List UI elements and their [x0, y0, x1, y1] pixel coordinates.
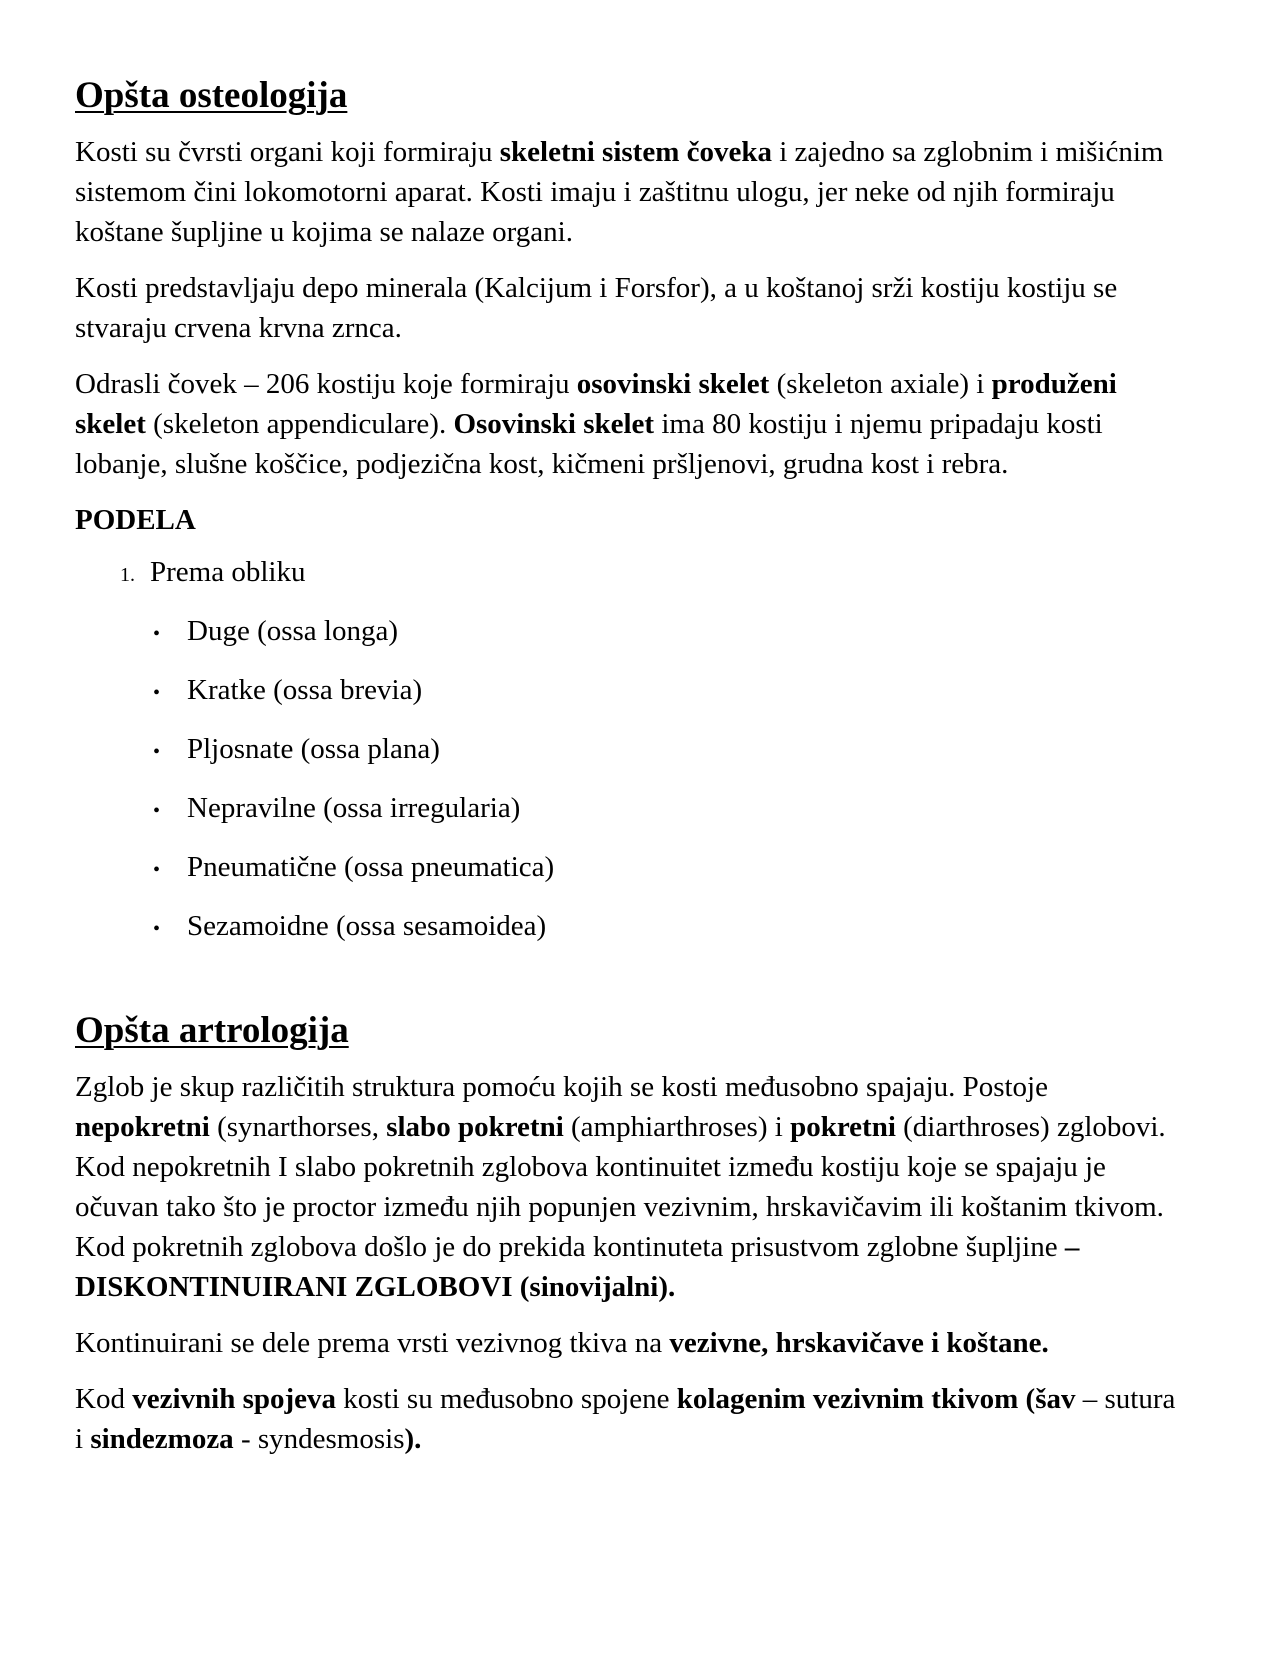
list-item [75, 788, 1180, 831]
text-run: (skeleton axiale) i [769, 368, 992, 400]
list-item [75, 847, 1180, 890]
bold-text-run: produženi skelet [75, 368, 1117, 440]
bullet-text: Pljosnate (ossa plana) [187, 733, 440, 765]
section-artrologija [75, 1005, 1180, 1459]
text-run: Kontinuirani se dele prema vrsti vezivnog tkiva na [75, 1327, 670, 1359]
bold-text-run: – DISKONTINUIRANI ZGLOBOVI (sinovijalni). [75, 1231, 1080, 1303]
list-number: 1. [120, 564, 135, 586]
text-run: (synarthorses, [209, 1111, 387, 1143]
text-run: Kosti predstavljaju depo minerala (Kalcijum i Forsfor), a u koštanoj srži kostiju kostiju se stvaraju crvena krvna zrnca. [75, 272, 1118, 344]
text-run: Kod [75, 1383, 133, 1415]
text-run: kosti su međusobno spojene [336, 1383, 677, 1415]
bold-text-run: pokretni [790, 1111, 896, 1143]
bold-text-run: vezivnih spojeva [132, 1383, 337, 1415]
bullet-text: Sezamoidne (ossa sesamoidea) [187, 910, 547, 942]
bold-text-run: vezivne, hrskavičave i koštane. [669, 1327, 1049, 1359]
bold-text-run: Osovinski skelet [453, 408, 655, 440]
bold-text-run: slabo pokretni [386, 1111, 564, 1143]
text-run: (skeleton appendiculare). [145, 408, 454, 440]
bullet-text: Pneumatične (ossa pneumatica) [187, 851, 555, 883]
list-item [75, 611, 1180, 654]
bullet-icon: • [152, 859, 160, 881]
section-title-artrologija: Opšta artrologija [75, 1010, 349, 1051]
text-run: Zglob je skup različitih struktura pomoću kojih se kosti međusobno spajaju. Postoje [75, 1071, 1048, 1103]
paragraph [75, 364, 1180, 484]
text-run: Kosti su čvrsti organi koji formiraju [75, 136, 500, 168]
bullet-icon: • [152, 741, 160, 763]
bold-text-run: nepokretni [75, 1111, 210, 1143]
list-item [75, 906, 1180, 949]
section-osteologija [75, 70, 1180, 949]
list-item [75, 670, 1180, 713]
section-title-osteologija: Opšta osteologija [75, 75, 348, 116]
list-item [75, 729, 1180, 772]
paragraph [75, 132, 1180, 252]
paragraph [75, 1323, 1180, 1363]
bold-text-run: kolagenim vezivnim tkivom (šav [676, 1383, 1076, 1415]
bullet-icon: • [152, 918, 160, 940]
text-run: (amphiarthroses) i [563, 1111, 791, 1143]
paragraph [75, 1067, 1180, 1307]
text-run: - syndesmosis [233, 1423, 405, 1455]
list-item-text: Prema obliku [150, 556, 306, 588]
text-run: (diarthroses) zglobovi. Kod nepokretnih I slabo pokretnih zglobova kontinuitet između kostiju koje se spajaju je očuvan tako što je proctor između njih popunjen vezivnim, hrskavičavim ili koštanim tkivom. Kod pokretnih zglobova došlo je do prekida kontinuteta prisustvom zglobne šupljine [75, 1111, 1166, 1263]
bullet-text: Nepravilne (ossa irregularia) [187, 792, 521, 824]
podela-heading: PODELA [75, 504, 196, 536]
numbered-list-item [75, 552, 1180, 595]
bullet-list [75, 611, 1180, 949]
bullet-icon: • [152, 800, 160, 822]
text-run: – sutura i [75, 1383, 1176, 1455]
bold-text-run: sindezmoza [90, 1423, 234, 1455]
paragraph [75, 268, 1180, 348]
bullet-icon: • [152, 682, 160, 704]
bold-text-run: ). [404, 1423, 422, 1455]
text-run: Odrasli čovek – 206 kostiju koje formiraju [75, 368, 577, 400]
text-run: ima 80 kostiju i njemu pripadaju kosti lobanje, slušne koščice, podjezična kost, kičmeni pršljenovi, grudna kost i rebra. [75, 408, 1103, 480]
text-run: i zajedno sa zglobnim i mišićnim sistemom čini lokomotorni aparat. Kosti imaju i zaštitnu ulogu, jer neke od njih formiraju koštane šupljine u kojima se nalaze organi. [75, 136, 1164, 248]
bullet-text: Kratke (ossa brevia) [187, 674, 423, 706]
paragraph [75, 1379, 1180, 1459]
bold-text-run: skeletni sistem čoveka [499, 136, 772, 168]
bullet-icon: • [152, 623, 160, 645]
bullet-text: Duge (ossa longa) [187, 615, 399, 647]
bold-text-run: osovinski skelet [576, 368, 770, 400]
